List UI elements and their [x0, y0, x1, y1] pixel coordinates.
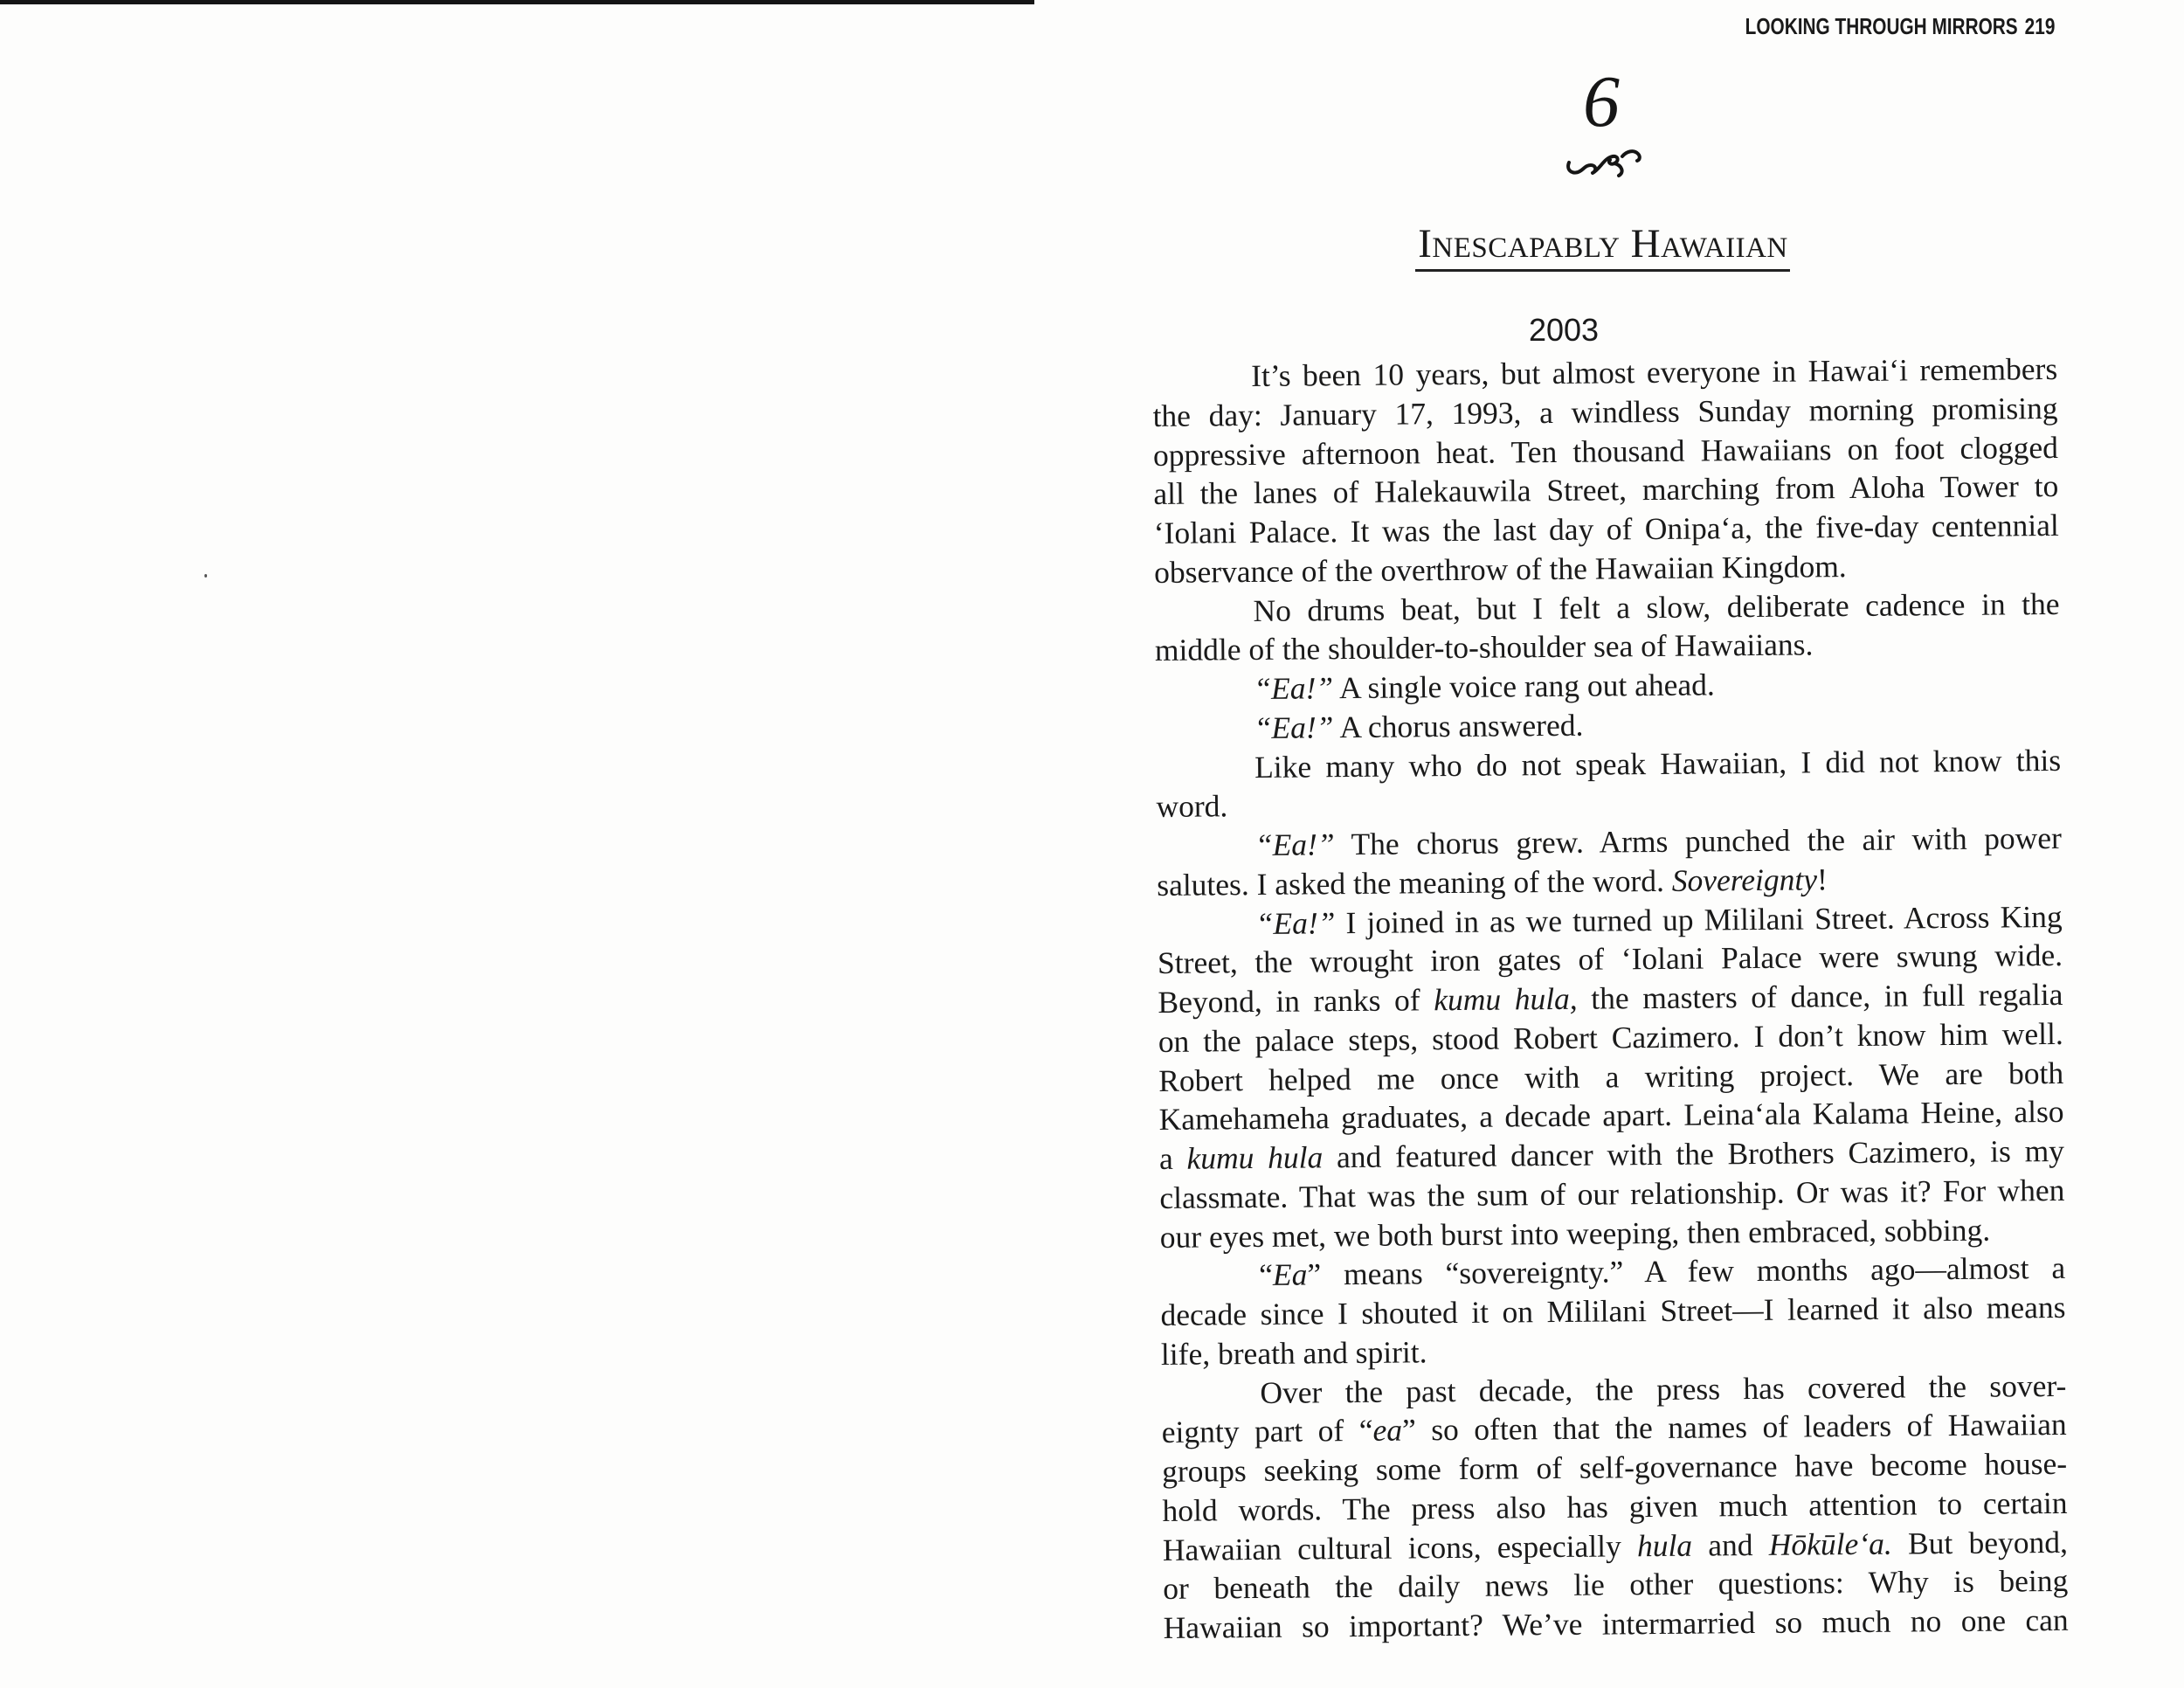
paragraph [1156, 740, 2062, 827]
chapter-title: Inescapably Hawaiian [1418, 221, 1788, 266]
body-line: middle of the shoulder-to-shoulder sea of Hawaiians. [1154, 626, 1814, 668]
text-segment: Hawaiian cultural icons, especially [1162, 1527, 1638, 1567]
body-line: Like many who do not speak Hawaiian, I did not know this [1254, 742, 2062, 785]
body-line: the day: January 17, 1993, a windless Sunday morning promising [1152, 390, 2058, 433]
italic-segment: Hōkūle‘a. [1768, 1525, 1892, 1562]
italic-segment: Sovereignty [1671, 861, 1818, 898]
italic-segment: hula [1636, 1527, 1693, 1563]
text-segment: The chorus grew. Arms punched the air with power [1334, 820, 2063, 862]
paragraph [1157, 819, 2063, 905]
italic-segment: “Ea!” [1254, 670, 1334, 706]
body-line: all the lanes of Halekauwila Street, marching from Aloha Tower to [1153, 468, 2059, 512]
paragraph [1161, 1366, 2069, 1647]
running-head-title: LOOKING THROUGH MIRRORS [1745, 13, 2018, 39]
body-line: Kamehameha graduates, a decade apart. Leina‘ala Kalama Heine, also [1158, 1094, 2064, 1138]
page-edge-line [0, 0, 1034, 4]
italic-segment: “Ea!” [1254, 709, 1334, 745]
paragraph [1154, 584, 2060, 670]
body-line: hold words. The press also has given much attention to certain [1162, 1484, 2068, 1528]
body-line: Over the past decade, the press has covered the sover- [1260, 1367, 2067, 1410]
text-segment: salutes. I asked the meaning of the word. [1157, 862, 1672, 903]
page-number: 219 [2024, 13, 2055, 39]
body-line: ‘Iolani Palace. It was the last day of Onipa‘a, the five-day centennial [1153, 507, 2059, 550]
body-line: oppressive afternoon heat. Ten thousand Hawaiians on foot clogged [1152, 429, 2059, 473]
body-line: observance of the overthrow of the Hawaiian Kingdom. [1153, 548, 1847, 590]
paragraph [1152, 349, 2059, 592]
scan-speck [204, 574, 207, 578]
running-header [1745, 15, 2055, 38]
body-line: on the palace steps, stood Robert Cazimero. I don’t know him well. [1158, 1015, 2063, 1059]
paragraph [1160, 1249, 2066, 1373]
text-segment: ” so often that the names of leaders of Hawaiian [1401, 1407, 2067, 1448]
text-segment: and [1691, 1526, 1769, 1563]
text-segment: A chorus answered. [1333, 707, 1584, 744]
text-segment: a [1158, 1140, 1187, 1176]
text-segment: and featured dancer with the Brothers Cazimero, is my [1323, 1132, 2065, 1175]
body-line: Robert helped me once with a writing project. We are both [1158, 1055, 2064, 1098]
italic-segment: kumu hula [1186, 1139, 1324, 1176]
italic-segment: Ea [1272, 1256, 1308, 1293]
italic-segment: “Ea!” [1255, 904, 1336, 941]
body-line: or beneath the daily news lie other questions: Why is being [1163, 1563, 2069, 1607]
text-segment: “ [1258, 1257, 1274, 1293]
chapter-year: 2003 [1528, 312, 1600, 348]
body-line: our eyes met, we both burst into weeping, then embraced, sobbing. [1159, 1212, 1991, 1255]
body-line: It’s been 10 years, but almost everyone in Hawai‘i remembers [1251, 350, 2058, 394]
body-line: No drums beat, but I felt a slow, deliberate cadence in the [1253, 585, 2060, 628]
text-segment: eignty part of “ [1161, 1413, 1373, 1450]
italic-segment: kumu hula, [1434, 980, 1578, 1018]
italic-segment: “Ea!” [1254, 827, 1335, 862]
body-line: Street, the wrought iron gates of ‘Iolani Palace were swung wide. [1157, 937, 2063, 981]
body-line: classmate. That was the sum of our relationship. Or was it? For when [1159, 1172, 2065, 1215]
body-line [1157, 819, 2062, 866]
text-segment: I joined in as we turned up Mililani Street. Across King [1335, 898, 2063, 940]
text-segment: A single voice rang out ahead. [1332, 667, 1715, 706]
title-underline [1415, 269, 1790, 272]
body-line: decade since I shouted it on Mililani Street—I learned it also means [1160, 1289, 2066, 1332]
chapter-number: 6 [1583, 61, 1620, 142]
text-segment: Beyond, in ranks of [1158, 982, 1434, 1020]
body-line: word. [1156, 788, 1228, 825]
text-segment: ! [1816, 861, 1828, 897]
body-line: groups seeking some form of self-governance have become house- [1161, 1445, 2068, 1489]
paragraph [1157, 896, 2064, 1256]
text-segment: the masters of dance, in full regalia [1577, 976, 2063, 1016]
body-line: life, breath and spirit. [1160, 1334, 1427, 1372]
italic-segment: ea [1372, 1412, 1403, 1449]
body-line: Hawaiian so important? We’ve intermarried so much no one can [1163, 1602, 2069, 1645]
text-segment: ” means “sovereignty.” A few months ago—almost a [1307, 1250, 2066, 1292]
ornament-flourish-icon [1564, 145, 1644, 180]
text-segment: But beyond, [1891, 1524, 2069, 1561]
body-text [1152, 349, 2069, 1648]
